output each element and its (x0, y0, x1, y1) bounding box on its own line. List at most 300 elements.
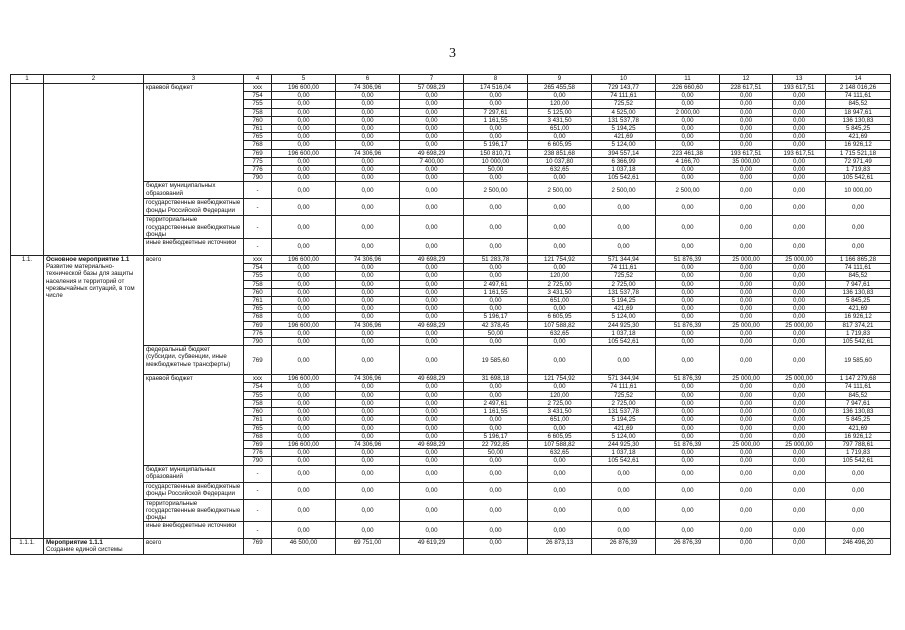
value-cell: 7 947,61 (826, 280, 891, 288)
value-cell: 16 926,12 (826, 313, 891, 321)
value-cell: 0,00 (656, 416, 720, 424)
value-cell: 651,00 (528, 416, 592, 424)
value-cell: 0,00 (400, 383, 464, 391)
value-cell: 0,00 (773, 125, 826, 133)
value-cell: 25 000,00 (773, 440, 826, 448)
budget-code: 769 (244, 149, 272, 157)
budget-code: 769 (244, 539, 272, 554)
value-cell: 0,00 (272, 272, 336, 280)
value-cell: 0,00 (400, 313, 464, 321)
value-cell: 0,00 (720, 383, 773, 391)
value-cell: 2 725,00 (528, 399, 592, 407)
value-cell: 0,00 (773, 539, 826, 554)
value-cell: 0,00 (592, 199, 656, 216)
measure-title: Основное мероприятие 1.1 (46, 256, 130, 264)
row-number (11, 84, 44, 256)
value-cell: 49 698,29 (400, 375, 464, 383)
value-cell: 0,00 (336, 329, 400, 337)
value-cell: 0,00 (720, 338, 773, 346)
value-cell: 2 500,00 (592, 182, 656, 199)
value-cell: 0,00 (464, 424, 528, 432)
value-cell: 0,00 (773, 199, 826, 216)
budget-code: 765 (244, 305, 272, 313)
value-cell: 105 542,61 (592, 174, 656, 182)
value-cell: 228 617,51 (720, 84, 773, 92)
value-cell: 25 000,00 (773, 321, 826, 329)
value-cell: 0,00 (528, 522, 592, 539)
value-cell: 0,00 (656, 92, 720, 100)
value-cell: 1 719,83 (826, 166, 891, 174)
value-cell: 0,00 (464, 174, 528, 182)
value-cell: 0,00 (272, 199, 336, 216)
value-cell: 51 876,39 (656, 256, 720, 264)
budget-code: 758 (244, 399, 272, 407)
value-cell: 0,00 (656, 408, 720, 416)
value-cell: 0,00 (528, 216, 592, 239)
column-header-3: 3 (144, 75, 244, 84)
value-cell: 0,00 (720, 239, 773, 256)
value-cell: 0,00 (656, 288, 720, 296)
funding-source: государственные внебюджетные фонды Российской Федерации (144, 482, 244, 499)
value-cell: 0,00 (272, 108, 336, 116)
value-cell: 120,00 (528, 272, 592, 280)
value-cell: 74 111,61 (592, 383, 656, 391)
value-cell: 0,00 (720, 100, 773, 108)
value-cell: 0,00 (528, 465, 592, 482)
value-cell: 0,00 (656, 499, 720, 522)
value-cell: 0,00 (272, 391, 336, 399)
value-cell: 1 037,18 (592, 166, 656, 174)
value-cell: 0,00 (656, 280, 720, 288)
value-cell: 196 600,00 (272, 440, 336, 448)
value-cell: 265 455,58 (528, 84, 592, 92)
value-cell: 0,00 (656, 239, 720, 256)
budget-code: 754 (244, 92, 272, 100)
value-cell: 0,00 (464, 539, 528, 554)
value-cell: 0,00 (272, 482, 336, 499)
value-cell: 0,00 (272, 313, 336, 321)
value-cell: 0,00 (272, 264, 336, 272)
value-cell: 0,00 (528, 174, 592, 182)
value-cell: 421,69 (592, 305, 656, 313)
value-cell: 0,00 (826, 465, 891, 482)
value-cell: 845,52 (826, 100, 891, 108)
value-cell: 0,00 (720, 216, 773, 239)
value-cell: 0,00 (272, 182, 336, 199)
value-cell: 0,00 (400, 239, 464, 256)
value-cell: 0,00 (773, 313, 826, 321)
value-cell: 421,69 (592, 133, 656, 141)
table-row (11, 256, 891, 264)
value-cell: 0,00 (773, 264, 826, 272)
value-cell: 0,00 (336, 457, 400, 465)
funding-source: краевой бюджет (144, 375, 244, 465)
value-cell: 1 161,55 (464, 116, 528, 124)
value-cell: 25 000,00 (773, 375, 826, 383)
value-cell: 394 557,14 (592, 149, 656, 157)
value-cell: 2 497,61 (464, 280, 528, 288)
value-cell: 0,00 (773, 465, 826, 482)
value-cell: 0,00 (272, 424, 336, 432)
value-cell: 0,00 (656, 297, 720, 305)
value-cell: 0,00 (773, 449, 826, 457)
value-cell: 0,00 (773, 399, 826, 407)
value-cell: 0,00 (272, 125, 336, 133)
value-cell: 0,00 (272, 174, 336, 182)
value-cell: 0,00 (656, 100, 720, 108)
value-cell: 0,00 (773, 457, 826, 465)
budget-code: 790 (244, 174, 272, 182)
value-cell: 0,00 (656, 166, 720, 174)
value-cell: 0,00 (272, 216, 336, 239)
value-cell: 632,65 (528, 449, 592, 457)
measure-title: Мероприятие 1.1.1 (46, 539, 103, 547)
value-cell: 0,00 (336, 499, 400, 522)
budget-code: - (244, 499, 272, 522)
budget-code: - (244, 216, 272, 239)
budget-code: 765 (244, 424, 272, 432)
column-header-7: 7 (400, 75, 464, 84)
budget-code: 760 (244, 116, 272, 124)
value-cell: 0,00 (400, 482, 464, 499)
value-cell: 0,00 (720, 199, 773, 216)
value-cell: 0,00 (336, 174, 400, 182)
value-cell: 0,00 (400, 280, 464, 288)
value-cell: 1 161,55 (464, 288, 528, 296)
funding-source: иные внебюджетные источники (144, 522, 244, 539)
value-cell: 0,00 (336, 239, 400, 256)
value-cell: 0,00 (464, 338, 528, 346)
value-cell: 632,65 (528, 166, 592, 174)
budget-code: - (244, 465, 272, 482)
value-cell: 5 196,17 (464, 141, 528, 149)
budget-code: 775 (244, 157, 272, 165)
value-cell: 2 497,61 (464, 399, 528, 407)
value-cell: 0,00 (336, 408, 400, 416)
value-cell: 174 516,04 (464, 84, 528, 92)
value-cell: 0,00 (464, 125, 528, 133)
value-cell: 421,69 (592, 424, 656, 432)
value-cell: 0,00 (336, 141, 400, 149)
value-cell: 0,00 (826, 199, 891, 216)
budget-code: 776 (244, 329, 272, 337)
value-cell: 2 725,00 (528, 280, 592, 288)
value-cell: 0,00 (720, 272, 773, 280)
value-cell: 46 500,00 (272, 539, 336, 554)
value-cell: 0,00 (773, 239, 826, 256)
value-cell: 0,00 (464, 305, 528, 313)
budget-code: 765 (244, 133, 272, 141)
funding-source: территориальные государственные внебюджетные фонды (144, 499, 244, 522)
funding-source: бюджет муниципальных образований (144, 182, 244, 199)
value-cell: 72 971,49 (826, 157, 891, 165)
value-cell: 0,00 (773, 408, 826, 416)
value-cell: 0,00 (656, 399, 720, 407)
value-cell: 105 542,61 (592, 457, 656, 465)
funding-source: федеральный бюджет (субсидии, субвенции, иные межбюджетные трансферты) (144, 346, 244, 375)
value-cell: 25 000,00 (720, 256, 773, 264)
value-cell: 131 537,78 (592, 116, 656, 124)
value-cell: 3 431,50 (528, 408, 592, 416)
value-cell: 0,00 (272, 133, 336, 141)
budget-code: 769 (244, 321, 272, 329)
value-cell: 845,52 (826, 391, 891, 399)
value-cell: 0,00 (656, 272, 720, 280)
value-cell: 0,00 (464, 465, 528, 482)
value-cell: 1 715 521,18 (826, 149, 891, 157)
value-cell: 0,00 (773, 116, 826, 124)
value-cell: 0,00 (773, 432, 826, 440)
value-cell: 0,00 (400, 499, 464, 522)
value-cell: 0,00 (336, 216, 400, 239)
value-cell: 0,00 (272, 383, 336, 391)
value-cell: 0,00 (656, 424, 720, 432)
column-header-10: 10 (592, 75, 656, 84)
value-cell: 0,00 (464, 133, 528, 141)
value-cell: 136 130,83 (826, 408, 891, 416)
value-cell: 0,00 (720, 280, 773, 288)
value-cell: 0,00 (464, 499, 528, 522)
funding-source: иные внебюджетные источники (144, 239, 244, 256)
value-cell: 0,00 (400, 92, 464, 100)
budget-code: 768 (244, 141, 272, 149)
value-cell: 421,69 (826, 133, 891, 141)
value-cell: 131 537,78 (592, 288, 656, 296)
value-cell: 196 600,00 (272, 375, 336, 383)
column-header-14: 14 (826, 75, 891, 84)
value-cell: 0,00 (272, 116, 336, 124)
value-cell: 817 374,21 (826, 321, 891, 329)
value-cell: 0,00 (464, 457, 528, 465)
value-cell: 0,00 (656, 457, 720, 465)
value-cell: 0,00 (720, 264, 773, 272)
budget-code: - (244, 522, 272, 539)
value-cell: 797 788,61 (826, 440, 891, 448)
value-cell: 0,00 (656, 133, 720, 141)
value-cell: 0,00 (720, 399, 773, 407)
value-cell: 2 500,00 (464, 182, 528, 199)
value-cell: 0,00 (336, 399, 400, 407)
value-cell: 0,00 (272, 346, 336, 375)
value-cell: 1 037,18 (592, 449, 656, 457)
value-cell: 57 098,29 (400, 84, 464, 92)
value-cell: 120,00 (528, 391, 592, 399)
value-cell: 74 306,96 (336, 375, 400, 383)
value-cell: 0,00 (773, 499, 826, 522)
value-cell: 0,00 (272, 499, 336, 522)
value-cell: 69 751,00 (336, 539, 400, 554)
value-cell: 0,00 (464, 239, 528, 256)
value-cell: 0,00 (656, 482, 720, 499)
value-cell: 0,00 (272, 408, 336, 416)
value-cell: 49 698,29 (400, 321, 464, 329)
value-cell: 25 000,00 (720, 375, 773, 383)
value-cell: 0,00 (592, 482, 656, 499)
value-cell: 25 000,00 (773, 256, 826, 264)
value-cell: 0,00 (272, 329, 336, 337)
page-number: 3 (449, 46, 456, 61)
value-cell: 0,00 (773, 522, 826, 539)
value-cell: 632,65 (528, 329, 592, 337)
value-cell: 0,00 (400, 424, 464, 432)
budget-code: 761 (244, 125, 272, 133)
value-cell: 1 161,55 (464, 408, 528, 416)
value-cell: 0,00 (400, 416, 464, 424)
value-cell: 0,00 (400, 272, 464, 280)
value-cell: 5 845,25 (826, 416, 891, 424)
value-cell: 0,00 (528, 482, 592, 499)
value-cell: 0,00 (400, 338, 464, 346)
value-cell: 107 588,82 (528, 440, 592, 448)
value-cell: 49 619,29 (400, 539, 464, 554)
value-cell: 42 378,45 (464, 321, 528, 329)
value-cell: 0,00 (400, 399, 464, 407)
value-cell: 1 147 279,68 (826, 375, 891, 383)
budget-code: ххх (244, 256, 272, 264)
value-cell: 0,00 (336, 346, 400, 375)
value-cell: 0,00 (336, 305, 400, 313)
value-cell: 0,00 (464, 482, 528, 499)
budget-code: - (244, 199, 272, 216)
value-cell: 19 585,60 (826, 346, 891, 375)
value-cell: 74 111,61 (826, 92, 891, 100)
value-cell: 0,00 (773, 297, 826, 305)
value-cell: 0,00 (773, 338, 826, 346)
value-cell: 0,00 (656, 174, 720, 182)
value-cell: 0,00 (272, 280, 336, 288)
value-cell: 0,00 (826, 499, 891, 522)
value-cell: 74 306,96 (336, 321, 400, 329)
value-cell: 0,00 (528, 499, 592, 522)
value-cell: 0,00 (272, 100, 336, 108)
value-cell: 0,00 (336, 432, 400, 440)
value-cell: 0,00 (773, 157, 826, 165)
row-number: 1.1. (11, 256, 44, 539)
value-cell: 131 537,78 (592, 408, 656, 416)
value-cell: 0,00 (656, 449, 720, 457)
value-cell: 0,00 (773, 182, 826, 199)
value-cell: 0,00 (400, 199, 464, 216)
value-cell: 0,00 (656, 329, 720, 337)
value-cell: 105 542,61 (826, 457, 891, 465)
value-cell: 5 194,25 (592, 125, 656, 133)
value-cell: 0,00 (272, 288, 336, 296)
value-cell: 121 754,92 (528, 375, 592, 383)
value-cell: 0,00 (773, 482, 826, 499)
value-cell: 0,00 (826, 522, 891, 539)
value-cell: 0,00 (272, 166, 336, 174)
measure-name (44, 84, 144, 256)
value-cell: 0,00 (336, 166, 400, 174)
value-cell: 0,00 (336, 465, 400, 482)
value-cell: 6 605,95 (528, 141, 592, 149)
measure-name (44, 256, 144, 539)
value-cell: 2 148 016,26 (826, 84, 891, 92)
value-cell: 105 542,61 (592, 338, 656, 346)
value-cell: 26 876,39 (592, 539, 656, 554)
value-cell: 0,00 (336, 391, 400, 399)
funding-source: территориальные государственные внебюджетные фонды (144, 216, 244, 239)
value-cell: 6 366,99 (592, 157, 656, 165)
funding-source: всего (144, 539, 244, 554)
value-cell: 0,00 (773, 416, 826, 424)
value-cell: 0,00 (464, 264, 528, 272)
value-cell: 0,00 (773, 133, 826, 141)
value-cell: 0,00 (720, 108, 773, 116)
value-cell: 0,00 (464, 391, 528, 399)
value-cell: 651,00 (528, 297, 592, 305)
value-cell: 0,00 (773, 174, 826, 182)
value-cell: 0,00 (464, 522, 528, 539)
value-cell: 0,00 (720, 432, 773, 440)
value-cell: 7 400,00 (400, 157, 464, 165)
value-cell: 0,00 (720, 424, 773, 432)
value-cell: 0,00 (528, 424, 592, 432)
value-cell: 0,00 (400, 264, 464, 272)
value-cell: 74 306,96 (336, 149, 400, 157)
value-cell: 0,00 (272, 157, 336, 165)
value-cell: 421,69 (826, 305, 891, 313)
funding-source: краевой бюджет (144, 84, 244, 182)
value-cell: 196 600,00 (272, 256, 336, 264)
value-cell: 0,00 (720, 416, 773, 424)
value-cell: 0,00 (720, 346, 773, 375)
value-cell: 136 130,83 (826, 116, 891, 124)
value-cell: 50,00 (464, 449, 528, 457)
value-cell: 0,00 (400, 297, 464, 305)
value-cell: 74 306,96 (336, 440, 400, 448)
value-cell: 0,00 (400, 329, 464, 337)
budget-code: 754 (244, 264, 272, 272)
value-cell: 0,00 (656, 346, 720, 375)
value-cell: 18 947,61 (826, 108, 891, 116)
value-cell: 0,00 (656, 216, 720, 239)
value-cell: 0,00 (336, 157, 400, 165)
value-cell: 10 037,80 (528, 157, 592, 165)
value-cell: 0,00 (656, 465, 720, 482)
value-cell: 0,00 (272, 465, 336, 482)
budget-code: ххх (244, 84, 272, 92)
value-cell: 0,00 (336, 424, 400, 432)
value-cell: 0,00 (336, 288, 400, 296)
value-cell: 0,00 (336, 449, 400, 457)
value-cell: 10 000,00 (464, 157, 528, 165)
budget-code: - (244, 239, 272, 256)
value-cell: 0,00 (773, 216, 826, 239)
value-cell: 74 306,96 (336, 84, 400, 92)
value-cell: 0,00 (720, 391, 773, 399)
value-cell: 1 719,83 (826, 329, 891, 337)
value-cell: 5 845,25 (826, 297, 891, 305)
budget-code: 776 (244, 449, 272, 457)
value-cell: 0,00 (400, 522, 464, 539)
value-cell: 0,00 (773, 141, 826, 149)
value-cell: 0,00 (400, 133, 464, 141)
value-cell: 0,00 (336, 416, 400, 424)
column-header-5: 5 (272, 75, 336, 84)
value-cell: 0,00 (400, 391, 464, 399)
value-cell: 51 283,78 (464, 256, 528, 264)
value-cell: 0,00 (720, 182, 773, 199)
value-cell: 74 111,61 (592, 264, 656, 272)
value-cell: 0,00 (400, 305, 464, 313)
budget-code: - (244, 482, 272, 499)
header-row (11, 75, 891, 84)
value-cell: 0,00 (400, 465, 464, 482)
value-cell: 0,00 (592, 239, 656, 256)
value-cell: 0,00 (272, 297, 336, 305)
budget-code: 755 (244, 100, 272, 108)
